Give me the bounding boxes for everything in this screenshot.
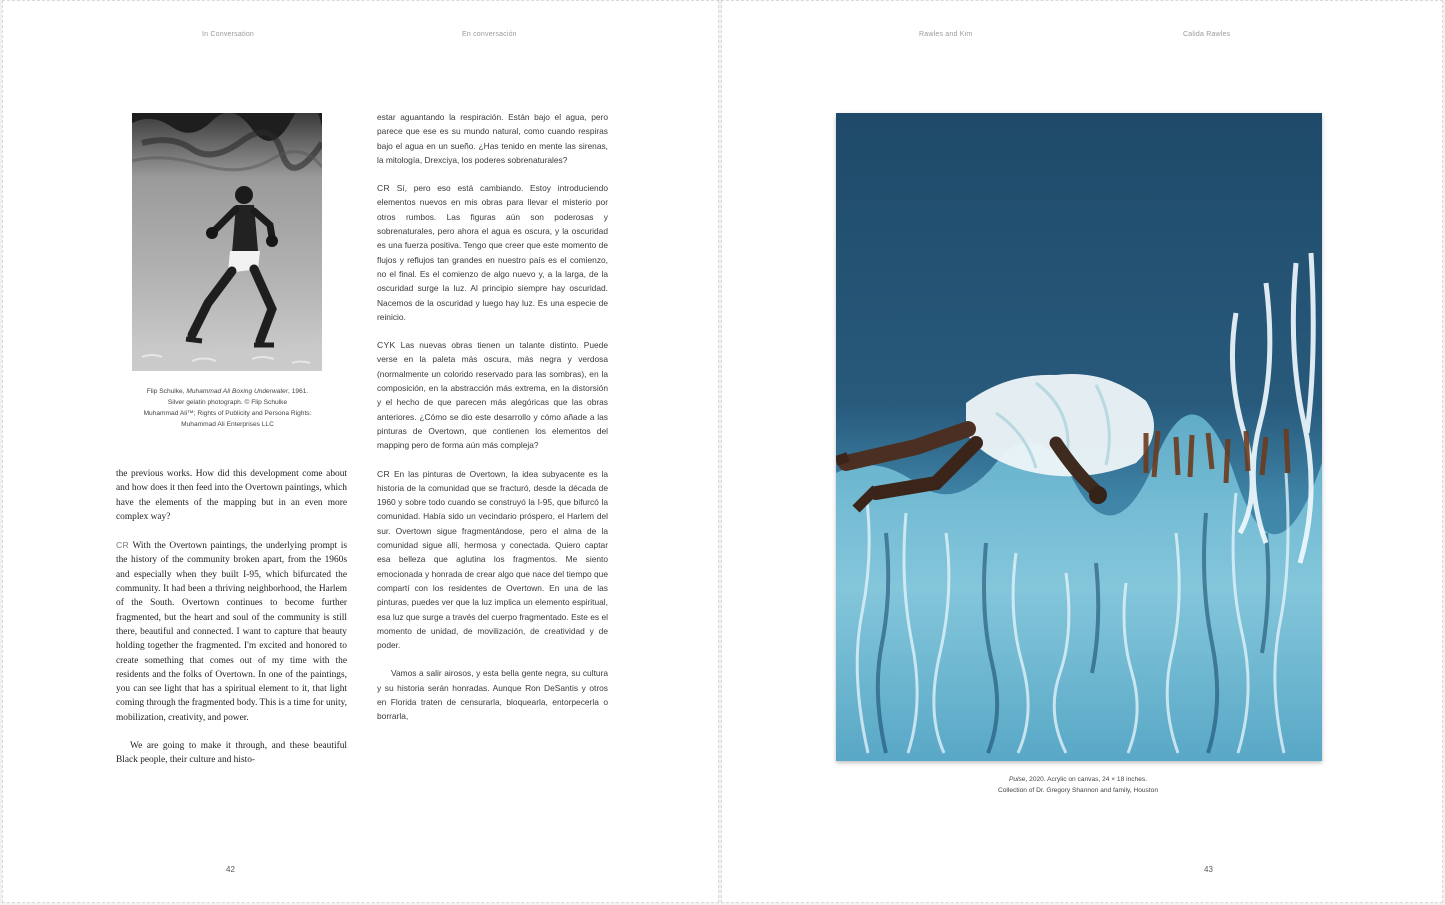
pulse-painting bbox=[836, 113, 1322, 761]
painting-caption-line2: Collection of Dr. Gregory Shannon and family, Houston bbox=[997, 787, 1159, 794]
painting-caption-line1: Pulse, 2020. Acrylic on canvas, 24 × 18 inches. bbox=[1008, 776, 1147, 783]
photo-caption-line4: Muhammad Ali Enterprises LLC bbox=[181, 421, 274, 428]
boxing-underwater-photo bbox=[132, 113, 322, 371]
speaker-label: CR bbox=[377, 183, 391, 194]
spanish-paragraph-4: CR En las pinturas de Overtown, la idea subyacente es la historia de la comunidad que se fracturó, desde la década de 1960 y sobre todo cuando se construyó la I-95, que bifurcó la comunidad. Había sido un vecindario próspero, el Harlem del sur. Overtown sigue fragmentándose, pero el alma de la comunidad sigue allí, hermosa y conectada. Quiero captar esa belleza que aglutina los fragmentos. Me siento emocionada y honrada de crear algo que nace del tiempo que compartí con los residentes de Overtown. En una de las pinturas, puedes ver que la luz implica un elemento espiritual, esa luz que surge a través del cuerpo fragmentado. Este es el momento de unidad, de movilización, de creatividad y de poder. bbox=[377, 468, 608, 651]
page-number-left: 42 bbox=[226, 865, 235, 874]
left-page bbox=[2, 0, 719, 903]
page-number-right: 43 bbox=[1204, 865, 1213, 874]
photo-caption-line2: Silver gelatin photograph. © Flip Schulke bbox=[167, 399, 288, 406]
spanish-column bbox=[377, 110, 608, 724]
english-paragraph-2: CR With the Overtown paintings, the underlying prompt is the history of the community broken apart, from the 1960s and especially when they built I-95, which bifurcated the community. It had been a thriving neighborhood, the Harlem of the South. Overtown continues to become further fragmented, but the heart and soul of the community is still there, beautiful and connected. I want to capture that beauty holding together the fragmented. I'm excited and honored to create something that comes out of my time with the residents and the folks of Overtown. In one of the paintings, you can see light that has a spiritual element to it, that light coming through the fragmented body. This is a time for unity, mobilization, creativity, and power. bbox=[116, 540, 347, 723]
running-head-right: Rawles and Kim bbox=[919, 31, 973, 38]
spanish-paragraph-3: CYK Las nuevas obras tienen un talante distinto. Puede verse en la paleta más oscura, más negra y verdosa (normalmente un colorido reservado para las sombras), en la composición, en la abstracción más extrema, en la distorsión y el hecho de que parecen más alegóricas que las obras anteriores. ¿Cómo se dio este desarrollo y cómo añade a las pinturas de Overtown, que contienen los elementos del mapping pero de forma aún más compleja? bbox=[377, 340, 608, 451]
speaker-label: CR bbox=[377, 468, 391, 479]
photo-caption-line3: Muhammad Ali™; Rights of Publicity and Persona Rights: bbox=[143, 410, 312, 417]
english-column bbox=[116, 467, 347, 768]
running-head-left-spanish: En conversación bbox=[462, 31, 517, 38]
speaker-label: CYK bbox=[377, 340, 396, 351]
running-head-left: In Conversation bbox=[202, 31, 255, 38]
english-paragraph-3: We are going to make it through, and these beautiful Black people, their culture and histo- bbox=[116, 741, 347, 766]
spanish-paragraph-5: Vamos a salir airosos, y esta bella gente negra, su cultura y su historia serán honradas. Aunque Ron DeSantis y otros en Florida traten de censurarla, bloquearla, entorpecerla o borrarla, bbox=[377, 668, 608, 722]
speaker-label: CR bbox=[116, 540, 130, 551]
photo-caption-line1: Flip Schulke, Muhammad Ali Boxing Underwater, 1961. bbox=[146, 388, 309, 395]
spanish-paragraph-2: CR Sí, pero eso está cambiando. Estoy introduciendo elementos nuevos en mis obras para llevar el misterio por otros rumbos. Las figuras aún son poderosas y sobrenaturales, pero ahora el agua es oscura, y la oscuridad es una fuerza positiva. Tengo que creer que este momento de flujos y reflujos tan grandes en nuestro país es el comienzo, no el final. Es el comienzo de algo nuevo y, a la larga, de la oscuridad surge la luz. Al principio siempre hay oscuridad. Nacemos de la oscuridad y luego hay luz. Es una especie de reinicio. bbox=[377, 183, 609, 322]
painting-caption bbox=[910, 774, 1246, 796]
right-page bbox=[721, 0, 1443, 903]
english-paragraph-1: the previous works. How did this development come about and how does it then feed into the Overtown paintings, which have the elements of the mapping but in an even more complex way? bbox=[116, 469, 347, 522]
photo-caption bbox=[115, 386, 340, 430]
spanish-paragraph-1: estar aguantando la respiración. Están bajo el agua, pero parece que ese es su mundo natural, como cuando respiras bajo el agua en un sueño. ¿Has tenido en mente las sirenas, la mitología, Drexciya, los poderes sobrenaturales? bbox=[377, 112, 608, 165]
running-head-right-artist: Calida Rawles bbox=[1183, 31, 1231, 38]
